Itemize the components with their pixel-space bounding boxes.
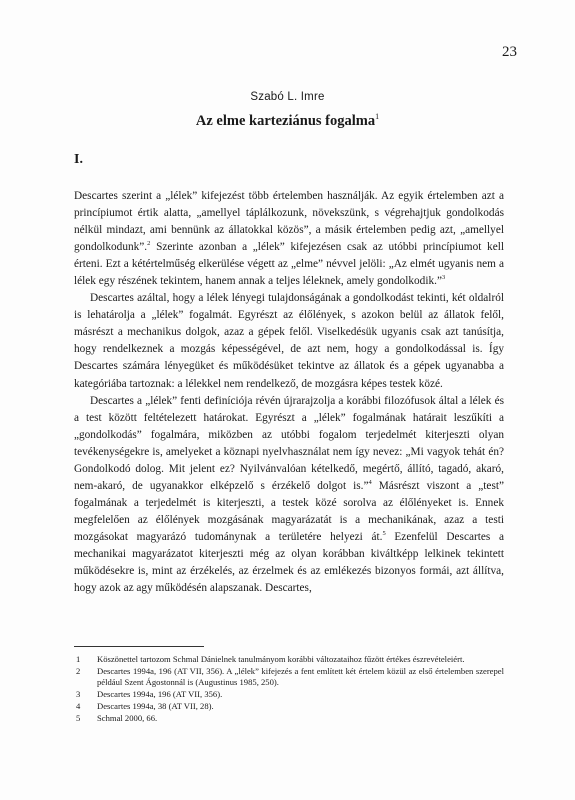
footnote-divider (74, 646, 204, 647)
footnote-text: Descartes 1994a, 38 (AT VII, 28). (97, 700, 214, 711)
paragraph-3 (74, 393, 504, 598)
footnote-3 (74, 689, 504, 701)
footnote-text: Schmal 2000, 66. (97, 712, 158, 723)
footnote-number: 5 (76, 712, 81, 723)
footnote-number: 1 (76, 654, 81, 664)
author-name: Szabó L. Imre (250, 91, 325, 103)
footnote-1 (74, 654, 504, 666)
paragraph-1 (74, 188, 504, 290)
footnote-text: Descartes 1994a, 196 (AT VII, 356). A „lélek” kifejezés a fent említett két értelem közül az első értelemben szerepel például Szent Ágostonnál is (Augustinus 1985, 250). (97, 665, 504, 688)
footnote-ref-4: 4 (368, 479, 372, 487)
paragraph-3-text-b: Másrészt viszont a „test” fogalmának a terjedelmét is kiterjeszti, a testek közé sorolva az élőlényeket is. Ennek megfelelően az élőlények mozgásának magyarázatát is a mechanikának, azaz a testi mozgásokat magyarázó tudománynak a területére helyezi át. (74, 479, 504, 543)
body-text (74, 188, 504, 597)
footnote-number: 2 (76, 665, 81, 676)
footnote-ref-1: 1 (375, 112, 380, 121)
footnote-number: 3 (76, 689, 81, 700)
footnote-text: Köszönettel tartozom Schmal Dánielnek tanulmányom korábbi változataihoz fűzött értékes észrevételeiért. (97, 654, 465, 664)
footnote-ref-5: 5 (382, 530, 386, 538)
page-number: 23 (502, 44, 517, 60)
footnote-2 (74, 666, 504, 689)
paragraph-3-text-a: Descartes a „lélek” fenti definíciója révén újrarajzolja a korábbi filozófusok által a lélek és a test között feltételezett határokat. Egyrészt a „lélek” fogalmának határait leszűkíti a „gondolkodás” fogalmára, miközben az utóbbi fogalom terjedelmét kiterjeszti olyan tevékenységekre is, amelyeket a köznapi nyelvhasználat nem így nevez: „Mi vagyok tehát én? Gondolkodó dolog. Mit jelent ez? Nyilvánvalóan kételkedő, megértő, állító, tagadó, akaró, nem-akaró, de ugyanakkor elképzelő s érzékelő dolgot is.” (74, 394, 504, 492)
paragraph-1-text-a: Descartes szerint a „lélek” kifejezést több értelemben használják. Az egyik értelemben azt a princípiumot értik alatta, „amellyel táplálkozunk, növekszünk, s végrehajtjuk gondolkodás nélkül mindazt, ami bennünk az állatokkal közös”, a másik értelemben pedig azt, „amellyel gondolkodunk”. (74, 190, 504, 254)
article-title (0, 112, 575, 130)
paragraph-3-text-c: Ezenfelül Descartes a mechanikai magyarázatot kiterjeszti még az olyan korábban kiváltképp lelkinek tekintett működésekre is, mint az érzékelés, az érzelmek és az emlékezés bizonyos formái, azt állítva, hogy azok az agy működésén alapszanak. Descartes, (74, 530, 504, 595)
paragraph-2: Descartes azáltal, hogy a lélek lényegi tulajdonságának a gondolkodást tekinti, két oldalról is lehatárolja a „lélek” fogalmát. Egyrészt az élőlények, s azokon belül az állatok felől, másrészt a mechanikus dolgok, azaz a gépek felől. Viselkedésük ugyanis csak azt tanúsítja, hogy rendelkeznek a mozgás képességével, de azt nem, hogy a gondolkodással is. Így Descartes számára lényegüket és működésüket tekintve az állatok és a gépek ugyanabba a kategóriába tartoznak: a lélekkel nem rendelkező, de mozgásra képes testek közé. (74, 292, 504, 390)
footnote-4 (74, 701, 504, 713)
footnote-5 (74, 713, 504, 725)
footnote-number: 4 (76, 700, 81, 711)
article-title-text: Az elme karteziánus fogalma (195, 112, 376, 129)
section-heading: I. (74, 152, 83, 167)
paragraph-1-text-b: Szerinte azonban a „lélek” kifejezésen csak az utóbbi princípiumot kell érteni. Ezt a kétértelműség elkerülése végett az „elme” névvel jelöli: „Az elmét ugyanis nem a lélek egy részének tekintem, hanem annak a teljes léleknek, amely gondolkodik.” (74, 241, 504, 288)
footnote-text: Descartes 1994a, 196 (AT VII, 356). (97, 689, 223, 700)
footnote-ref-2: 2 (147, 240, 151, 248)
footnotes (74, 654, 504, 724)
footnote-ref-3: 3 (441, 274, 446, 282)
